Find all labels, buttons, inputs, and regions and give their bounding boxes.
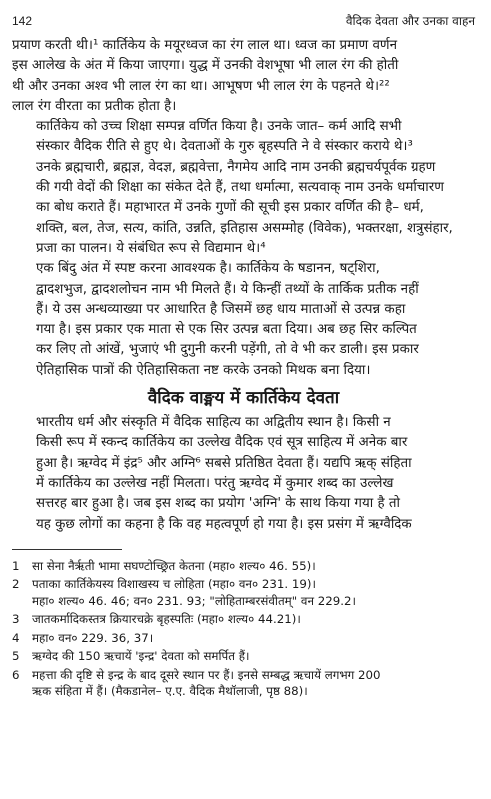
footnote (12, 667, 475, 700)
footnote-line: पताका कार्तिकेयस्य विशाखस्य च लोहिता (महा० वन० 231. 19)। (32, 577, 316, 592)
text-line: ऐतिहासिक पात्रों की ऐतिहासिकता नष्ट करके उनको मिथक बना दिया। (36, 362, 371, 378)
footnote-text (32, 630, 475, 647)
paragraph (12, 36, 475, 117)
text-line: थी और उनका अश्व भी लाल रंग का था। आभूषण भी लाल रंग के पहनते थे।²² (12, 78, 390, 94)
page-number: 142 (12, 14, 33, 28)
footnote-line: ऋक संहिता में हैं। (मैकडानेल– ए.ए. वैदिक मैथॉलाजी, पृष्ठ 88)। (32, 684, 308, 699)
paragraph (12, 117, 475, 259)
footnote (12, 558, 475, 575)
text-line: उनके ब्रह्मचारी, ब्रह्मज्ञ, वेदज्ञ, ब्रह्मवेत्ता, नैगमेय आदि नाम उनकी ब्रह्मचर्यपूर्वक ग्रहण (36, 159, 436, 175)
text-line: एक बिंदु अंत में स्पष्ट करना आवश्यक है। कार्तिकेय के षडानन, षट्शिरा, (36, 261, 380, 277)
footnote-rule (12, 549, 122, 550)
running-title: वैदिक देवता और उनका वाहन (345, 14, 475, 28)
footnote-text (32, 611, 475, 628)
text-line: कर लिए तो आंखें, भुजाएं भी दुगुनी करनी पड़ेंगी, तो वे भी कर डाली। इस प्रकार (36, 342, 419, 358)
text-line: यह कुछ लोगों का कहना है कि वह महत्वपूर्ण हो गया है। इस प्रसंग में ऋग्वैदिक (36, 516, 412, 532)
text-line: की गयी वेदों की शिक्षा का संकेत देते हैं, तथा धर्मात्मा, सत्यवाक् नाम उनके धर्माचारण (36, 180, 444, 196)
footnote-line: महा० शल्य० 46. 46; वन० 231. 93; "लोहिताम्बरसंवीतम्" वन 229.2। (32, 593, 357, 608)
section-heading: वैदिक वाङ्मय में कार्तिकेय देवता (147, 388, 340, 409)
text-line: हुआ है। ऋग्वेद में इंद्र⁵ और अग्नि⁶ सबसे प्रतिष्ठित देवता हैं। यद्यपि ऋक् संहिता (36, 455, 412, 471)
text-line: हैं। ये उस अन्धव्याख्या पर आधारित है जिसमें छह धाय माताओं से उत्पन्न कहा (36, 301, 406, 317)
page-header (12, 12, 475, 28)
footnote-line: सा सेना नैर्ऋती भामा सघण्टोच्छ्रित केतना (महा० शल्य० 46. 55)। (32, 558, 316, 573)
footnote-line: महा० वन० 229. 36, 37। (32, 630, 154, 645)
footnote (12, 611, 475, 628)
footnote-number: 6 (12, 667, 20, 682)
text-line: भारतीय धर्म और संस्कृति में वैदिक साहित्य का अद्वितीय स्थान है। किसी न (36, 415, 391, 431)
text-line: कार्तिकेय को उच्च शिक्षा सम्पन्न वर्णित किया है। उनके जात– कर्म आदि सभी (36, 119, 402, 135)
text-line: में कार्तिकेय का उल्लेख नहीं मिलता। परंतु ऋग्वेद में कुमार शब्द का उल्लेख (36, 475, 394, 491)
footnote-text (32, 648, 475, 665)
paragraph (12, 413, 475, 535)
footnote-number: 3 (12, 612, 20, 627)
text-line: संस्कार वैदिक रीति से हुए थे। देवताओं के गुरु बृहस्पति ने वे संस्कार कराये थे।³ (36, 139, 413, 155)
footnote-text (32, 667, 475, 700)
section-paragraph-group (12, 413, 475, 535)
footnote-line: जातकर्मादिकस्तत्र क्रियारचक्रे बृहस्पतिः (महा० शल्य० 44.21)। (32, 612, 301, 627)
text-line: सत्तरह बार हुआ है। जब इस शब्द का प्रयोग 'अग्नि' के साथ किया गया है तो (36, 496, 400, 512)
body-text (12, 36, 475, 535)
text-line: इस आलेख के अंत में किया जाएगा। युद्ध में उनकी वेशभूषा भी लाल रंग की होती (12, 58, 399, 74)
text-line: प्रयाण करती थी।¹ कार्तिकेय के मयूरध्वज का रंग लाल था। ध्वज का प्रमाण वर्णन (12, 38, 398, 53)
footnote-line: ऋग्वेद की 150 ऋचायें 'इन्द्र' देवता को समर्पित हैं। (32, 649, 250, 664)
footnote (12, 576, 475, 609)
footnote-number: 2 (12, 577, 20, 592)
paragraph-group (12, 36, 475, 381)
text-line: द्वादशभुज, द्वादशलोचन नाम भी मिलते हैं। ये किन्हीं तथ्यों के तार्किक प्रतीक नहीं (36, 281, 419, 297)
text-line: किसी रूप में स्कन्द कार्तिकेय का उल्लेख वैदिक एवं सूत्र साहित्य में अनेक बार (36, 435, 408, 451)
footnote-number: 5 (12, 649, 20, 664)
text-line: प्रजा का पालन। ये संबंधित रूप से विद्यमान थे।⁴ (36, 240, 266, 256)
footnote-number: 1 (12, 558, 20, 573)
footnote-line: महत्ता की दृष्टि से इन्द्र के बाद दूसरे स्थान पर हैं। इनसे सम्बद्ध ऋचायें लगभग 200 (32, 667, 381, 682)
text-line: शक्ति, बल, तेज, सत्य, कांति, उन्नति, इतिहास असम्मोह (विवेक), भक्तरक्षा, शत्रुसंहार, (36, 220, 453, 236)
footnote-number: 4 (12, 630, 20, 645)
paragraph (12, 259, 475, 381)
footnotes (12, 558, 475, 700)
footnote (12, 648, 475, 665)
text-line: गया है। इस प्रकार एक माता से एक सिर उत्पन्न बता दिया। अब छह सिर कल्पित (36, 322, 417, 338)
footnote (12, 630, 475, 647)
text-line: लाल रंग वीरता का प्रतीक होता है। (12, 98, 177, 114)
footnote-text (32, 576, 475, 609)
text-line: का बोध कराते हैं। महाभारत में उनके गुणों की सूची इस प्रकार वर्णित की है– धर्म, (36, 200, 424, 216)
footnote-text (32, 558, 475, 575)
